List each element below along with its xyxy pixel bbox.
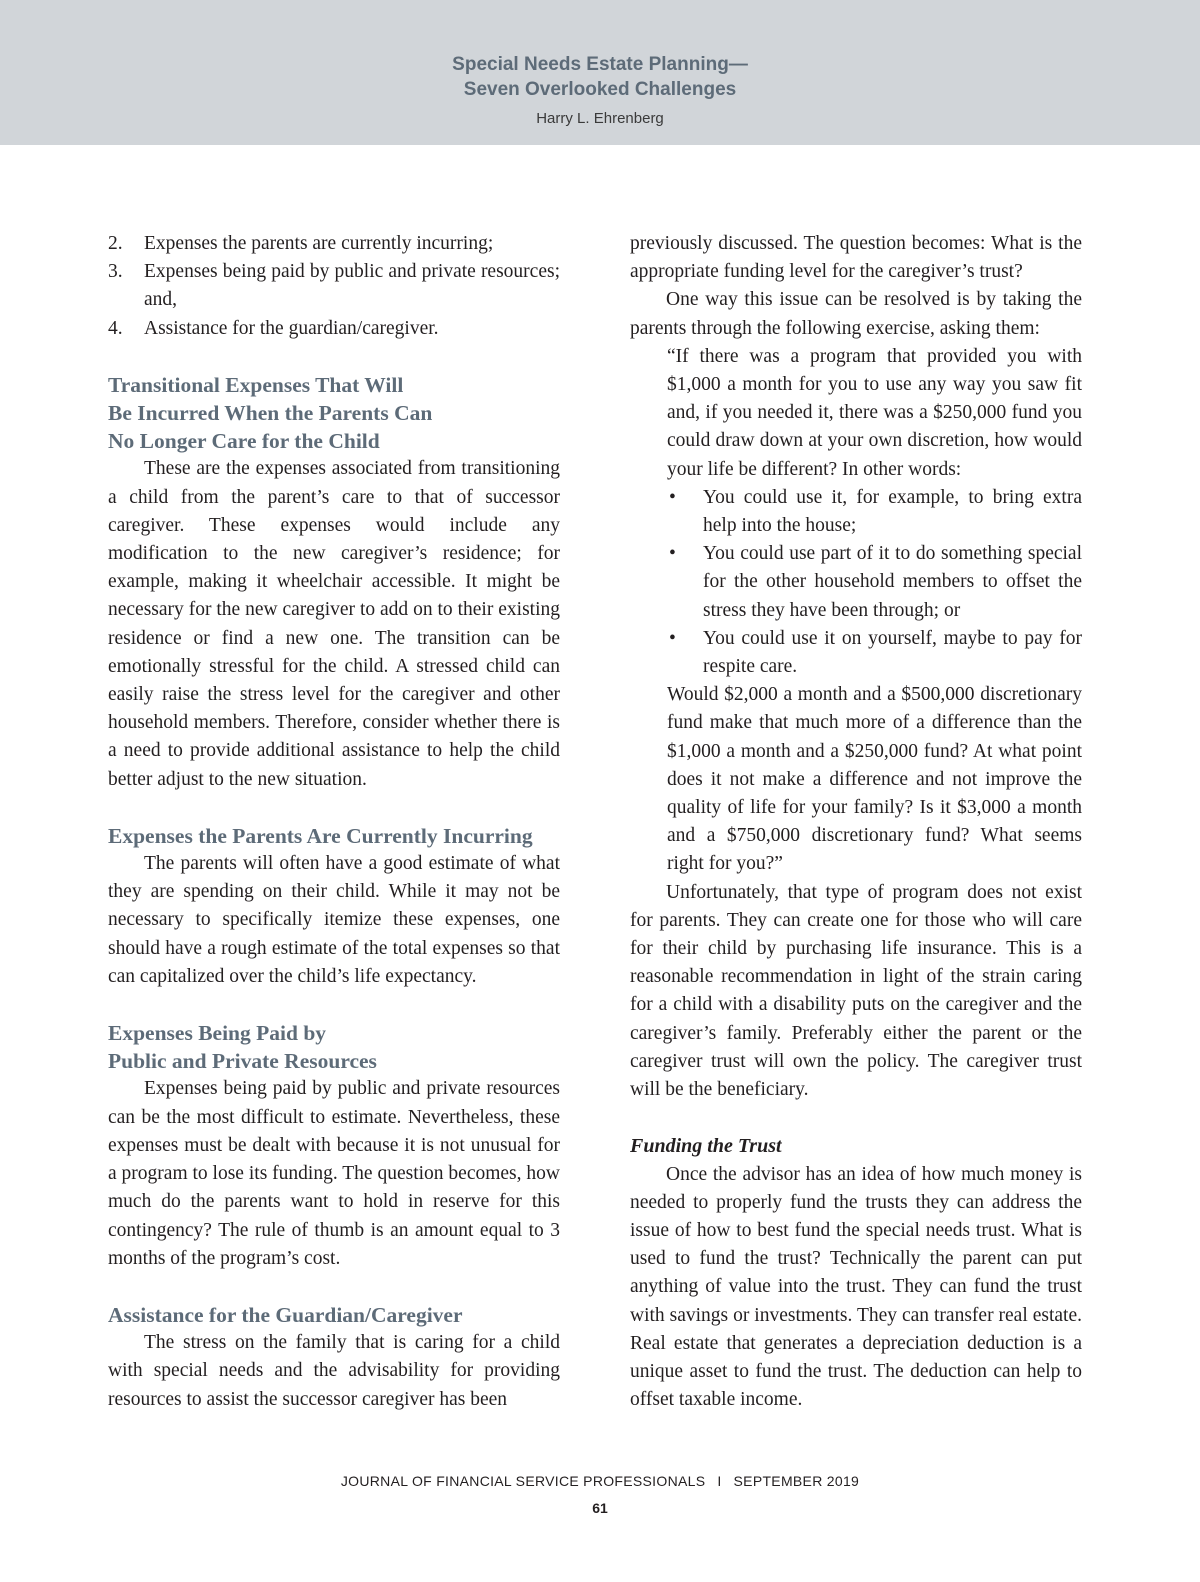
bullet-item xyxy=(667,625,1082,681)
section-body-transitional: These are the expenses associated from transitioning a child from the parent’s care to that of successor caregiver. These expenses would include any modification to the new caregiver’s residence; for example, making it wheelchair accessible. It might be necessary for the new caregiver to add on to their existing residence or find a new one. The transition can be emotionally stressful for the child. A stressed child can easily raise the stress level for the caregiver and other household members. Therefore, consider whether there is a need to provide additional assistance to help the child better adjust to the new situation. xyxy=(108,458,560,790)
list-number: 4. xyxy=(108,317,123,339)
right-column xyxy=(630,230,1082,1414)
bullet-icon: • xyxy=(669,486,676,508)
list-item xyxy=(108,315,560,343)
section-heading-public-private xyxy=(108,1019,560,1075)
section-heading-current-expenses xyxy=(108,822,560,850)
article-title xyxy=(0,52,1200,102)
section-body-public-private: Expenses being paid by public and private resources can be the most difficult to estimate. Nevertheless, these expenses must be dealt with because it is not unusual for a program to lose its funding. The question becomes, how much do the parents want to hold in reserve for this contingency? The rule of thumb is an amount equal to 3 months of the program’s cost. xyxy=(108,1078,560,1269)
bullet-icon: • xyxy=(669,543,676,565)
list-item-text: Expenses the parents are currently incurring; xyxy=(144,233,494,254)
list-item-text: Expenses being paid by public and private resources; and, xyxy=(144,261,560,311)
bullet-text: You could use it, for example, to bring extra help into the house; xyxy=(703,486,1082,537)
page-number: 61 xyxy=(592,1500,608,1516)
list-item xyxy=(108,258,560,314)
section-heading-transitional xyxy=(108,371,560,456)
quote-intro: “If there was a program that provided you with $1,000 a month for you to use any way you saw fit and, if you needed it, there was a $250,000 fund you could draw down at your own discretion, how would your life be different? In other words: xyxy=(667,345,1082,480)
heading-line: No Longer Care for the Child xyxy=(108,429,380,454)
bullet-item xyxy=(667,540,1082,625)
bullet-item xyxy=(667,484,1082,540)
left-column xyxy=(108,230,560,1414)
article-title-line-1: Special Needs Estate Planning— xyxy=(452,54,748,75)
article-author: Harry L. Ehrenberg xyxy=(536,110,664,127)
bullet-list xyxy=(667,484,1082,681)
page-footer xyxy=(0,1473,1200,1489)
list-item-text: Assistance for the guardian/caregiver. xyxy=(144,317,439,339)
article-title-line-2: Seven Overlooked Challenges xyxy=(463,79,737,100)
list-item xyxy=(108,230,560,258)
numbered-list xyxy=(108,230,560,343)
paragraph-unfortunately: Unfortunately, that type of program does not exist for parents. They can create one for those who will care for their child by purchasing life insurance. This is a reasonable recommendation in light of the strain caring for a child with a disability puts on the caregiver and the caregiver’s family. Preferably either the parent or the caregiver trust will own the policy. The caregiver trust will be the beneficiary. xyxy=(630,881,1082,1101)
heading-line: Transitional Expenses That Will xyxy=(108,372,404,397)
running-header xyxy=(0,0,1200,145)
issue-date: SEPTEMBER 2019 xyxy=(733,1473,860,1489)
paragraph-continued: previously discussed. The question becomes: What is the appropriate funding level for the caregiver’s trust? xyxy=(630,233,1082,283)
subheading-funding-the-trust: Funding the Trust xyxy=(630,1135,782,1158)
paragraph-one-way: One way this issue can be resolved is by taking the parents through the following exercise, asking them: xyxy=(630,289,1082,339)
heading-line: Assistance for the Guardian/Caregiver xyxy=(108,1302,463,1327)
bullet-text: You could use it on yourself, maybe to pay for respite care. xyxy=(703,627,1082,678)
section-body-current-expenses: The parents will often have a good estimate of what they are spending on their child. While it may not be necessary to specifically itemize these expenses, one should have a rough estimate of the total expenses so that can capitalized over the child’s life expectancy. xyxy=(108,853,560,987)
heading-line: Public and Private Resources xyxy=(108,1049,377,1074)
journal-name: JOURNAL OF FINANCIAL SERVICE PROFESSIONALS xyxy=(340,1473,706,1489)
footer-separator: I xyxy=(717,1473,722,1489)
bullet-icon: • xyxy=(669,627,676,649)
paragraph-funding: Once the advisor has an idea of how much money is needed to properly fund the trusts they can address the issue of how to best fund the special needs trust. What is used to fund the trust? Technically the parent can put anything of value into the trust. They can fund the trust with savings or investments. They can transfer real estate. Real estate that generates a depreciation deduction is a unique asset to fund the trust. The deduction can help to offset taxable income. xyxy=(630,1163,1082,1411)
heading-line: Expenses Being Paid by xyxy=(108,1021,327,1046)
quote-end: Would $2,000 a month and a $500,000 discretionary fund make that much more of a difference than the $1,000 a month and a $250,000 fund? At what point does it not make a difference and not improve the quality of life for your family? Is it $3,000 a month and a $750,000 discretionary fund? What seems right for you?” xyxy=(667,684,1082,875)
section-heading-guardian xyxy=(108,1301,560,1329)
section-body-guardian: The stress on the family that is caring for a child with special needs and the advisability for providing resources to assist the successor caregiver has been xyxy=(108,1332,560,1410)
bullet-text: You could use part of it to do something special for the other household members to offset the stress they have been through; or xyxy=(703,543,1082,621)
list-number: 3. xyxy=(108,261,123,283)
heading-line: Be Incurred When the Parents Can xyxy=(108,401,433,426)
heading-line: Expenses the Parents Are Currently Incurring xyxy=(108,823,533,848)
block-quote xyxy=(667,343,1082,879)
list-number: 2. xyxy=(108,233,123,254)
